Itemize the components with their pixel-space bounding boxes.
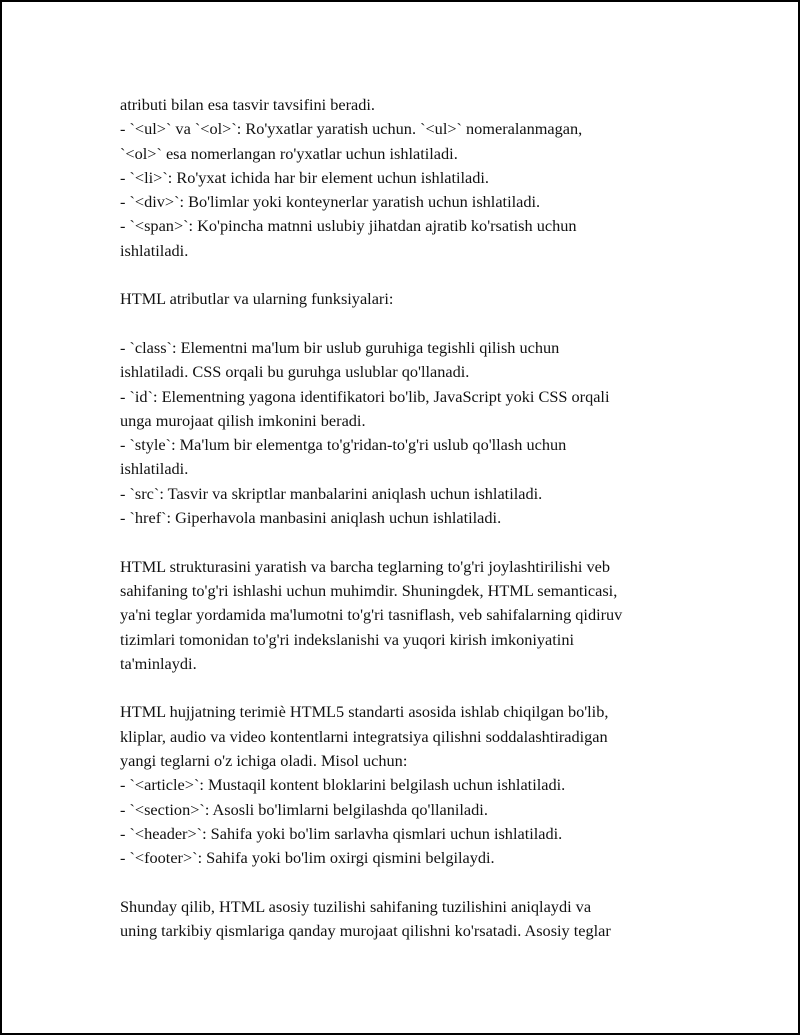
text-line: ya'ni teglar yordamida ma'lumotni to'g'ri tasniflash, veb sahifalarning qidiruv <box>120 605 623 625</box>
text-line: - `<span>`: Ko'pincha matnni uslubiy jihatdan ajratib ko'rsatish uchun <box>120 216 577 236</box>
text-line: ishlatiladi. <box>120 459 189 479</box>
text-line: - `<article>`: Mustaqil kontent bloklarini belgilash uchun ishlatiladi. <box>120 775 566 795</box>
text-line: unga murojaat qilish imkonini beradi. <box>120 410 366 430</box>
text-line: ishlatiladi. <box>120 240 189 260</box>
text-line: - `<section>`: Asosli bo'limlarni belgilashda qo'llaniladi. <box>120 799 488 819</box>
blank-line <box>120 263 720 287</box>
document-body <box>120 93 720 943</box>
text-line: - `src`: Tasvir va skriptlar manbalarini aniqlash uchun ishlatiladi. <box>120 483 543 503</box>
text-line: `<ol>` esa nomerlangan ro'yxatlar uchun ishlatiladi. <box>120 143 458 163</box>
blank-line <box>120 312 720 336</box>
text-line: - `class`: Elementni ma'lum bir uslub guruhiga tegishli qilish uchun <box>120 337 560 357</box>
text-line: HTML strukturasini yaratish va barcha teglarning to'g'ri joylashtirilishi veb <box>120 556 610 576</box>
text-line: sahifaning to'g'ri ishlashi uchun muhimdir. Shuningdek, HTML semanticasi, <box>120 580 618 600</box>
text-line: - `<footer>`: Sahifa yoki bo'lim oxirgi qismini belgilaydi. <box>120 848 495 868</box>
blank-line <box>120 871 720 895</box>
text-line: tizimlari tomonidan to'g'ri indekslanishi va yuqori kirish imkoniyatini <box>120 629 574 649</box>
text-line: - `<li>`: Ro'yxat ichida har bir element uchun ishlatiladi. <box>120 167 489 187</box>
text-line: HTML atributlar va ularning funksiyalari: <box>120 289 394 309</box>
blank-line <box>120 676 720 700</box>
text-line: Shunday qilib, HTML asosiy tuzilishi sahifaning tuzilishini aniqlaydi va <box>120 896 592 916</box>
blank-line <box>120 530 720 554</box>
text-line: atributi bilan esa tasvir tavsifini beradi. <box>120 95 375 114</box>
text-line: - `<div>`: Bo'limlar yoki konteynerlar yaratish uchun ishlatiladi. <box>120 192 541 212</box>
text-line: yangi teglarni o'z ichiga oladi. Misol uchun: <box>120 751 408 771</box>
text-line: kliplar, audio va video kontentlarni integratsiya qilishni soddalashtiradigan <box>120 726 608 746</box>
text-line: ishlatiladi. CSS orqali bu guruhga uslublar qo'llanadi. <box>120 362 470 382</box>
text-line: ta'minlaydi. <box>120 653 197 673</box>
text-line: - `style`: Ma'lum bir elementga to'g'ridan-to'g'ri uslub qo'llash uchun <box>120 435 567 455</box>
text-line: - `<ul>` va `<ol>`: Ro'yxatlar yaratish uchun. `<ul>` nomeralanmagan, <box>120 119 583 139</box>
text-line: HTML hujjatning terimiè HTML5 standarti asosida ishlab chiqilgan bo'lib, <box>120 702 609 722</box>
text-line: - `href`: Giperhavola manbasini aniqlash uchun ishlatiladi. <box>120 508 502 528</box>
text-line: - `id`: Elementning yagona identifikatori bo'lib, JavaScript yoki CSS orqali <box>120 386 610 406</box>
text-line: - `<header>`: Sahifa yoki bo'lim sarlavha qismlari uchun ishlatiladi. <box>120 823 563 843</box>
text-line: uning tarkibiy qismlariga qanday murojaat qilishni ko'rsatadi. Asosiy teglar <box>120 921 611 941</box>
